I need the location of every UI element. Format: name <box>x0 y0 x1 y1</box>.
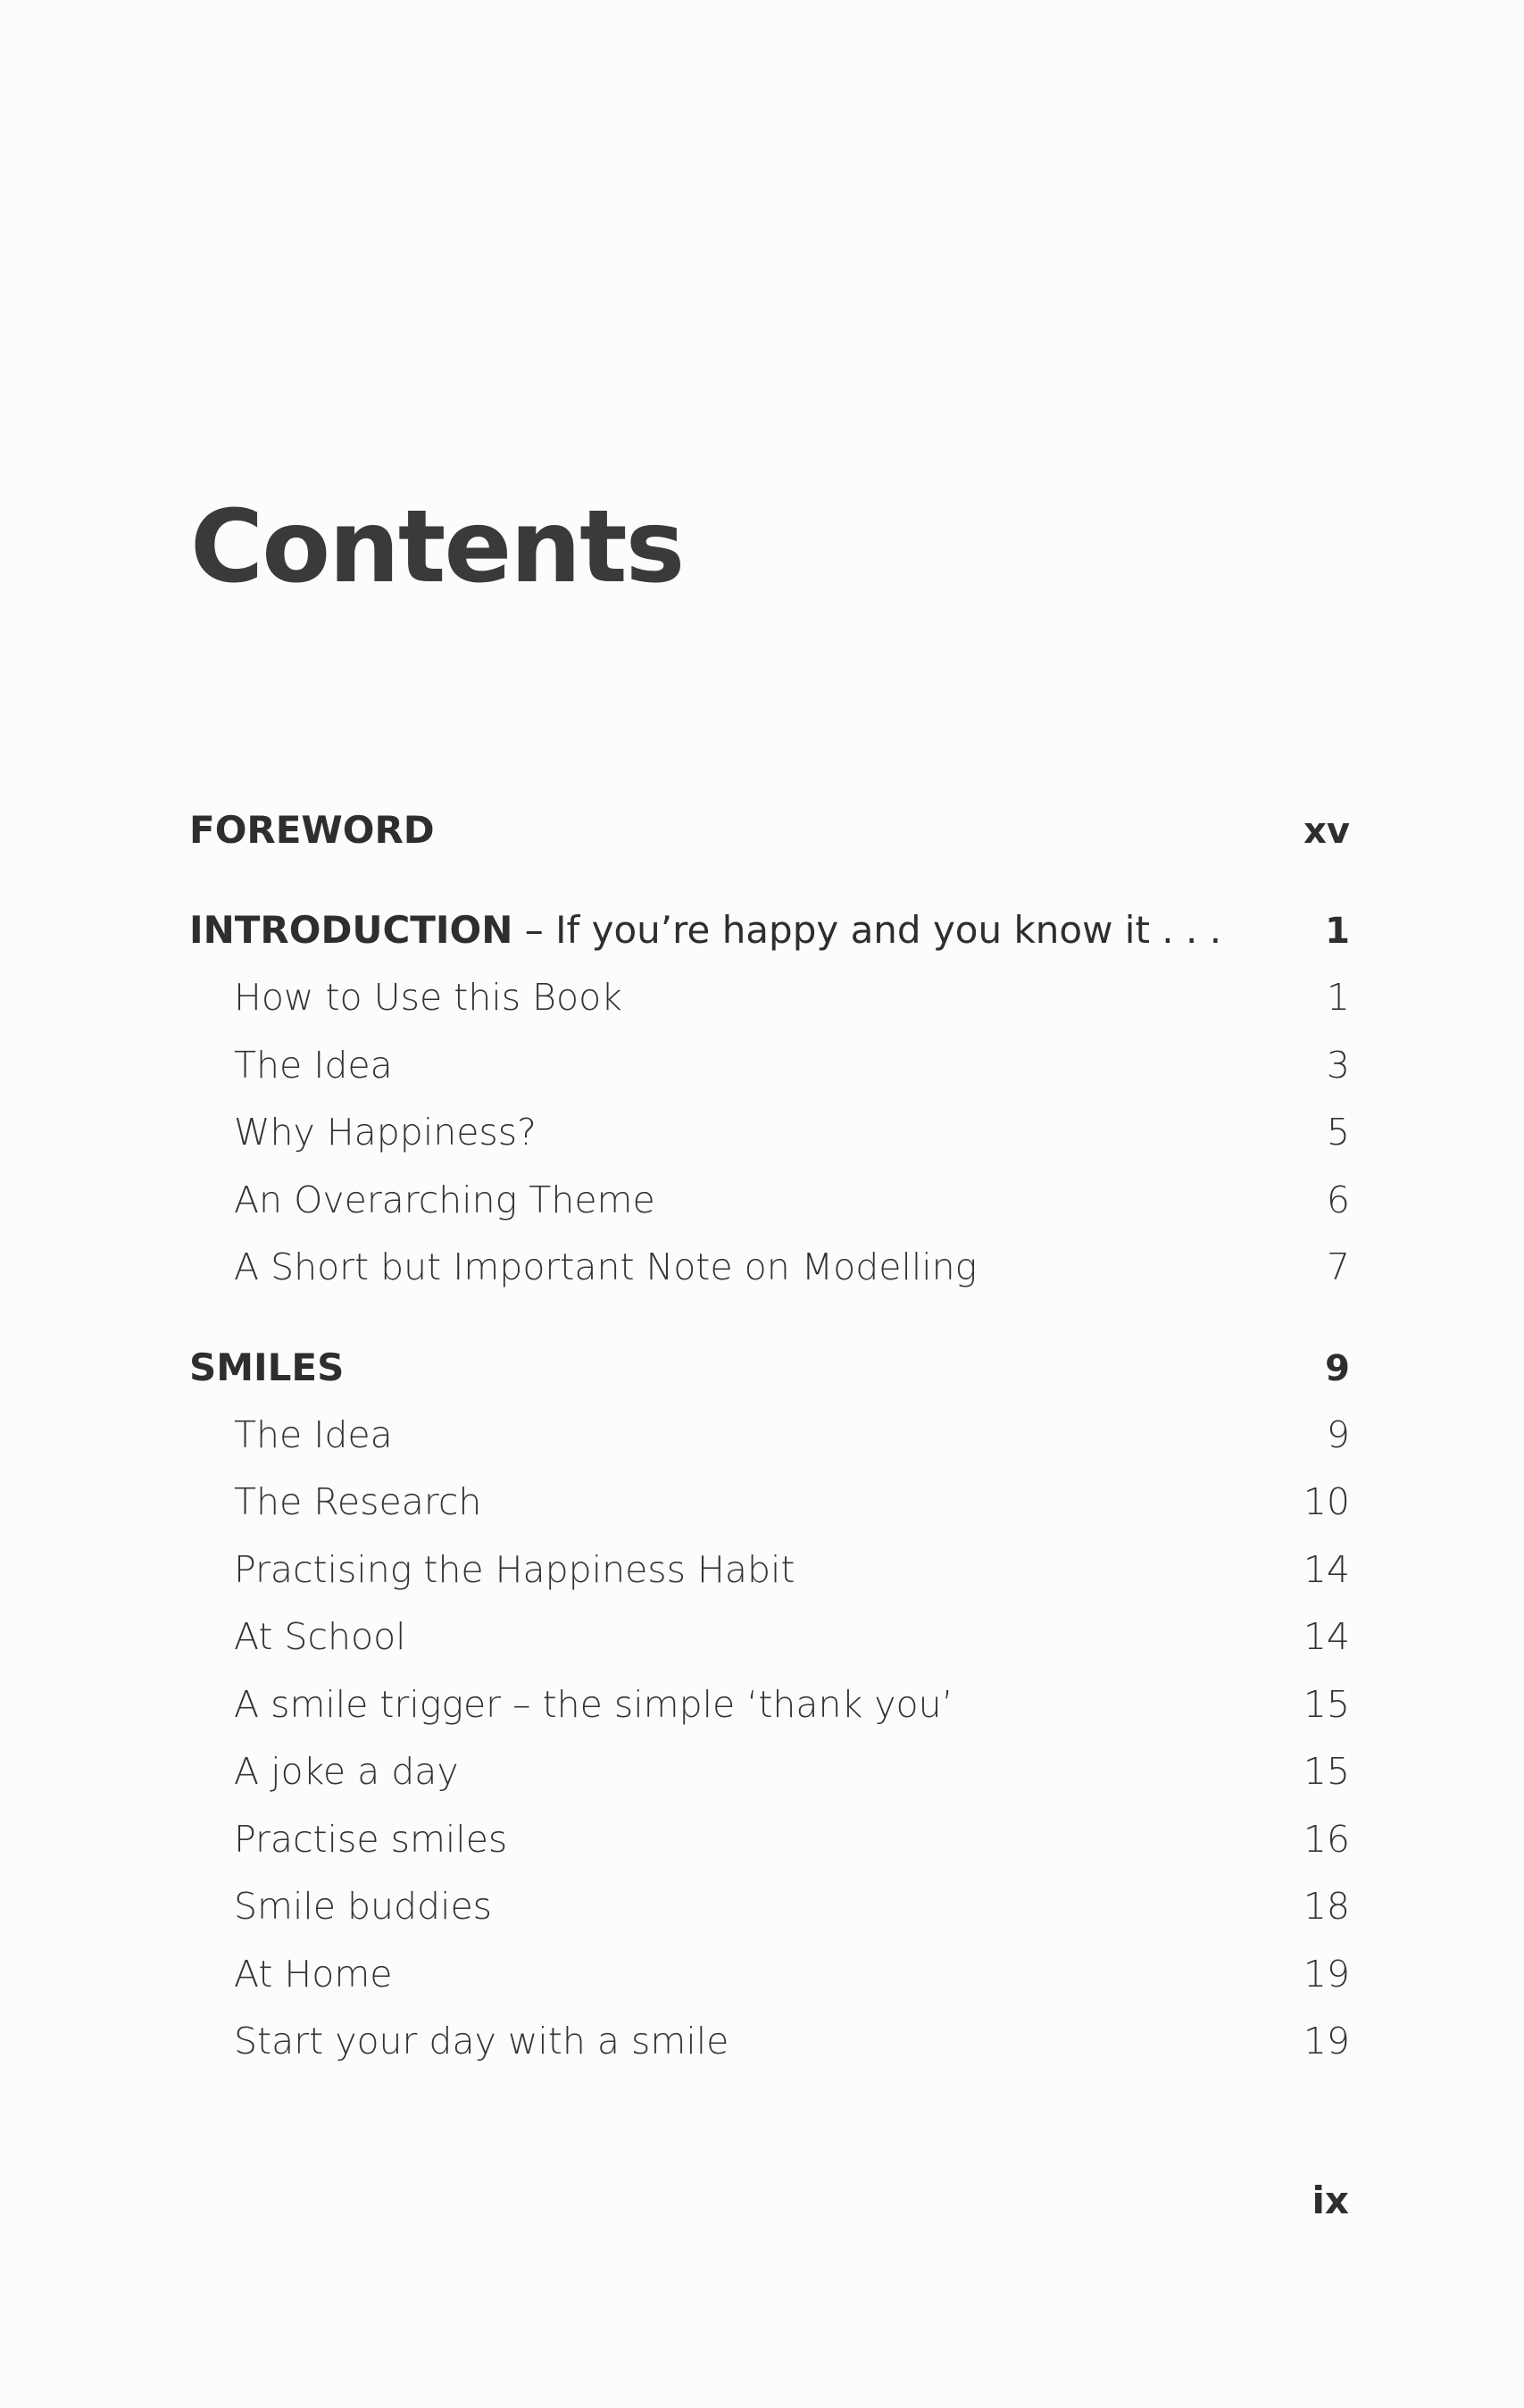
toc-entry-label: A smile trigger – the simple ‘thank you’ <box>234 1682 954 1726</box>
toc-entry-label: How to Use this Book <box>234 976 622 1019</box>
table-of-contents <box>189 808 1350 2120</box>
toc-section-label <box>189 808 435 852</box>
toc-entry[interactable] <box>189 1683 1350 1751</box>
toc-entry-label: An Overarching Theme <box>234 1178 655 1221</box>
toc-entry[interactable] <box>189 1548 1350 1616</box>
toc-entry-page-number: 9 <box>1326 1412 1350 1456</box>
toc-entry-label: The Research <box>234 1480 482 1523</box>
section-title: FOREWORD <box>189 808 435 852</box>
toc-entry-label: Practising the Happiness Habit <box>234 1547 795 1591</box>
section-title: INTRODUCTION <box>189 908 513 952</box>
toc-section <box>189 1346 1350 2087</box>
section-page-number: 9 <box>1325 1347 1350 1389</box>
toc-entry-label: The Idea <box>234 1412 393 1456</box>
toc-entry-page-number: 16 <box>1303 1817 1350 1861</box>
toc-section-label <box>189 908 1221 952</box>
toc-entry[interactable] <box>189 1750 1350 1818</box>
section-page-number: xv <box>1303 811 1350 852</box>
toc-entry-page-number: 15 <box>1303 1750 1350 1793</box>
toc-entry-label: Smile buddies <box>234 1885 493 1928</box>
toc-entry-page-number: 1 <box>1326 976 1350 1019</box>
toc-section-heading[interactable] <box>189 808 1350 876</box>
toc-section <box>189 808 1350 876</box>
toc-entry[interactable] <box>189 1480 1350 1548</box>
toc-section-heading[interactable] <box>189 1346 1350 1413</box>
toc-entry[interactable] <box>189 1885 1350 1953</box>
toc-entry-page-number: 14 <box>1303 1615 1350 1658</box>
toc-entry[interactable] <box>189 1044 1350 1112</box>
page-title: Contents <box>190 489 684 605</box>
toc-entry-page-number: 10 <box>1303 1480 1350 1523</box>
toc-entry-page-number: 14 <box>1303 1547 1350 1591</box>
toc-entry[interactable] <box>189 1818 1350 1886</box>
toc-entry-label: Why Happiness? <box>234 1111 537 1154</box>
toc-section-heading[interactable] <box>189 908 1350 976</box>
toc-entry[interactable] <box>189 1179 1350 1246</box>
toc-entry-label: Practise smiles <box>234 1817 508 1861</box>
toc-entry[interactable] <box>189 976 1350 1044</box>
toc-entry-page-number: 5 <box>1326 1111 1350 1154</box>
toc-entry-page-number: 3 <box>1326 1043 1350 1087</box>
toc-entry-page-number: 19 <box>1303 2020 1350 2062</box>
toc-entry-label: The Idea <box>234 1043 393 1087</box>
toc-entry[interactable] <box>189 1615 1350 1683</box>
toc-entry-page-number: 15 <box>1303 1682 1350 1726</box>
toc-entry-label: A joke a day <box>234 1750 459 1793</box>
toc-entry-label: At School <box>234 1615 406 1658</box>
toc-entry[interactable] <box>189 1413 1350 1481</box>
section-page-number: 1 <box>1325 911 1350 952</box>
toc-section <box>189 908 1350 1313</box>
toc-entry[interactable] <box>189 1246 1350 1313</box>
toc-entry-label: A Short but Important Note on Modelling <box>234 1246 978 1288</box>
toc-entry[interactable] <box>189 1953 1350 2021</box>
toc-entry-label: Start your day with a smile <box>234 2020 729 2062</box>
toc-entry-page-number: 7 <box>1326 1246 1350 1288</box>
section-subtitle: – If you’re happy and you know it . . . <box>512 908 1222 952</box>
toc-entry-page-number: 19 <box>1303 1952 1350 1996</box>
toc-entry-page-number: 6 <box>1326 1178 1350 1221</box>
toc-entry[interactable] <box>189 1111 1350 1179</box>
toc-entry-page-number: 18 <box>1303 1885 1350 1928</box>
page-number: ix <box>1312 2179 1349 2222</box>
toc-entry-label: At Home <box>234 1952 393 1996</box>
section-title: SMILES <box>189 1345 345 1389</box>
toc-entry[interactable] <box>189 2020 1350 2087</box>
toc-section-label <box>189 1346 344 1389</box>
